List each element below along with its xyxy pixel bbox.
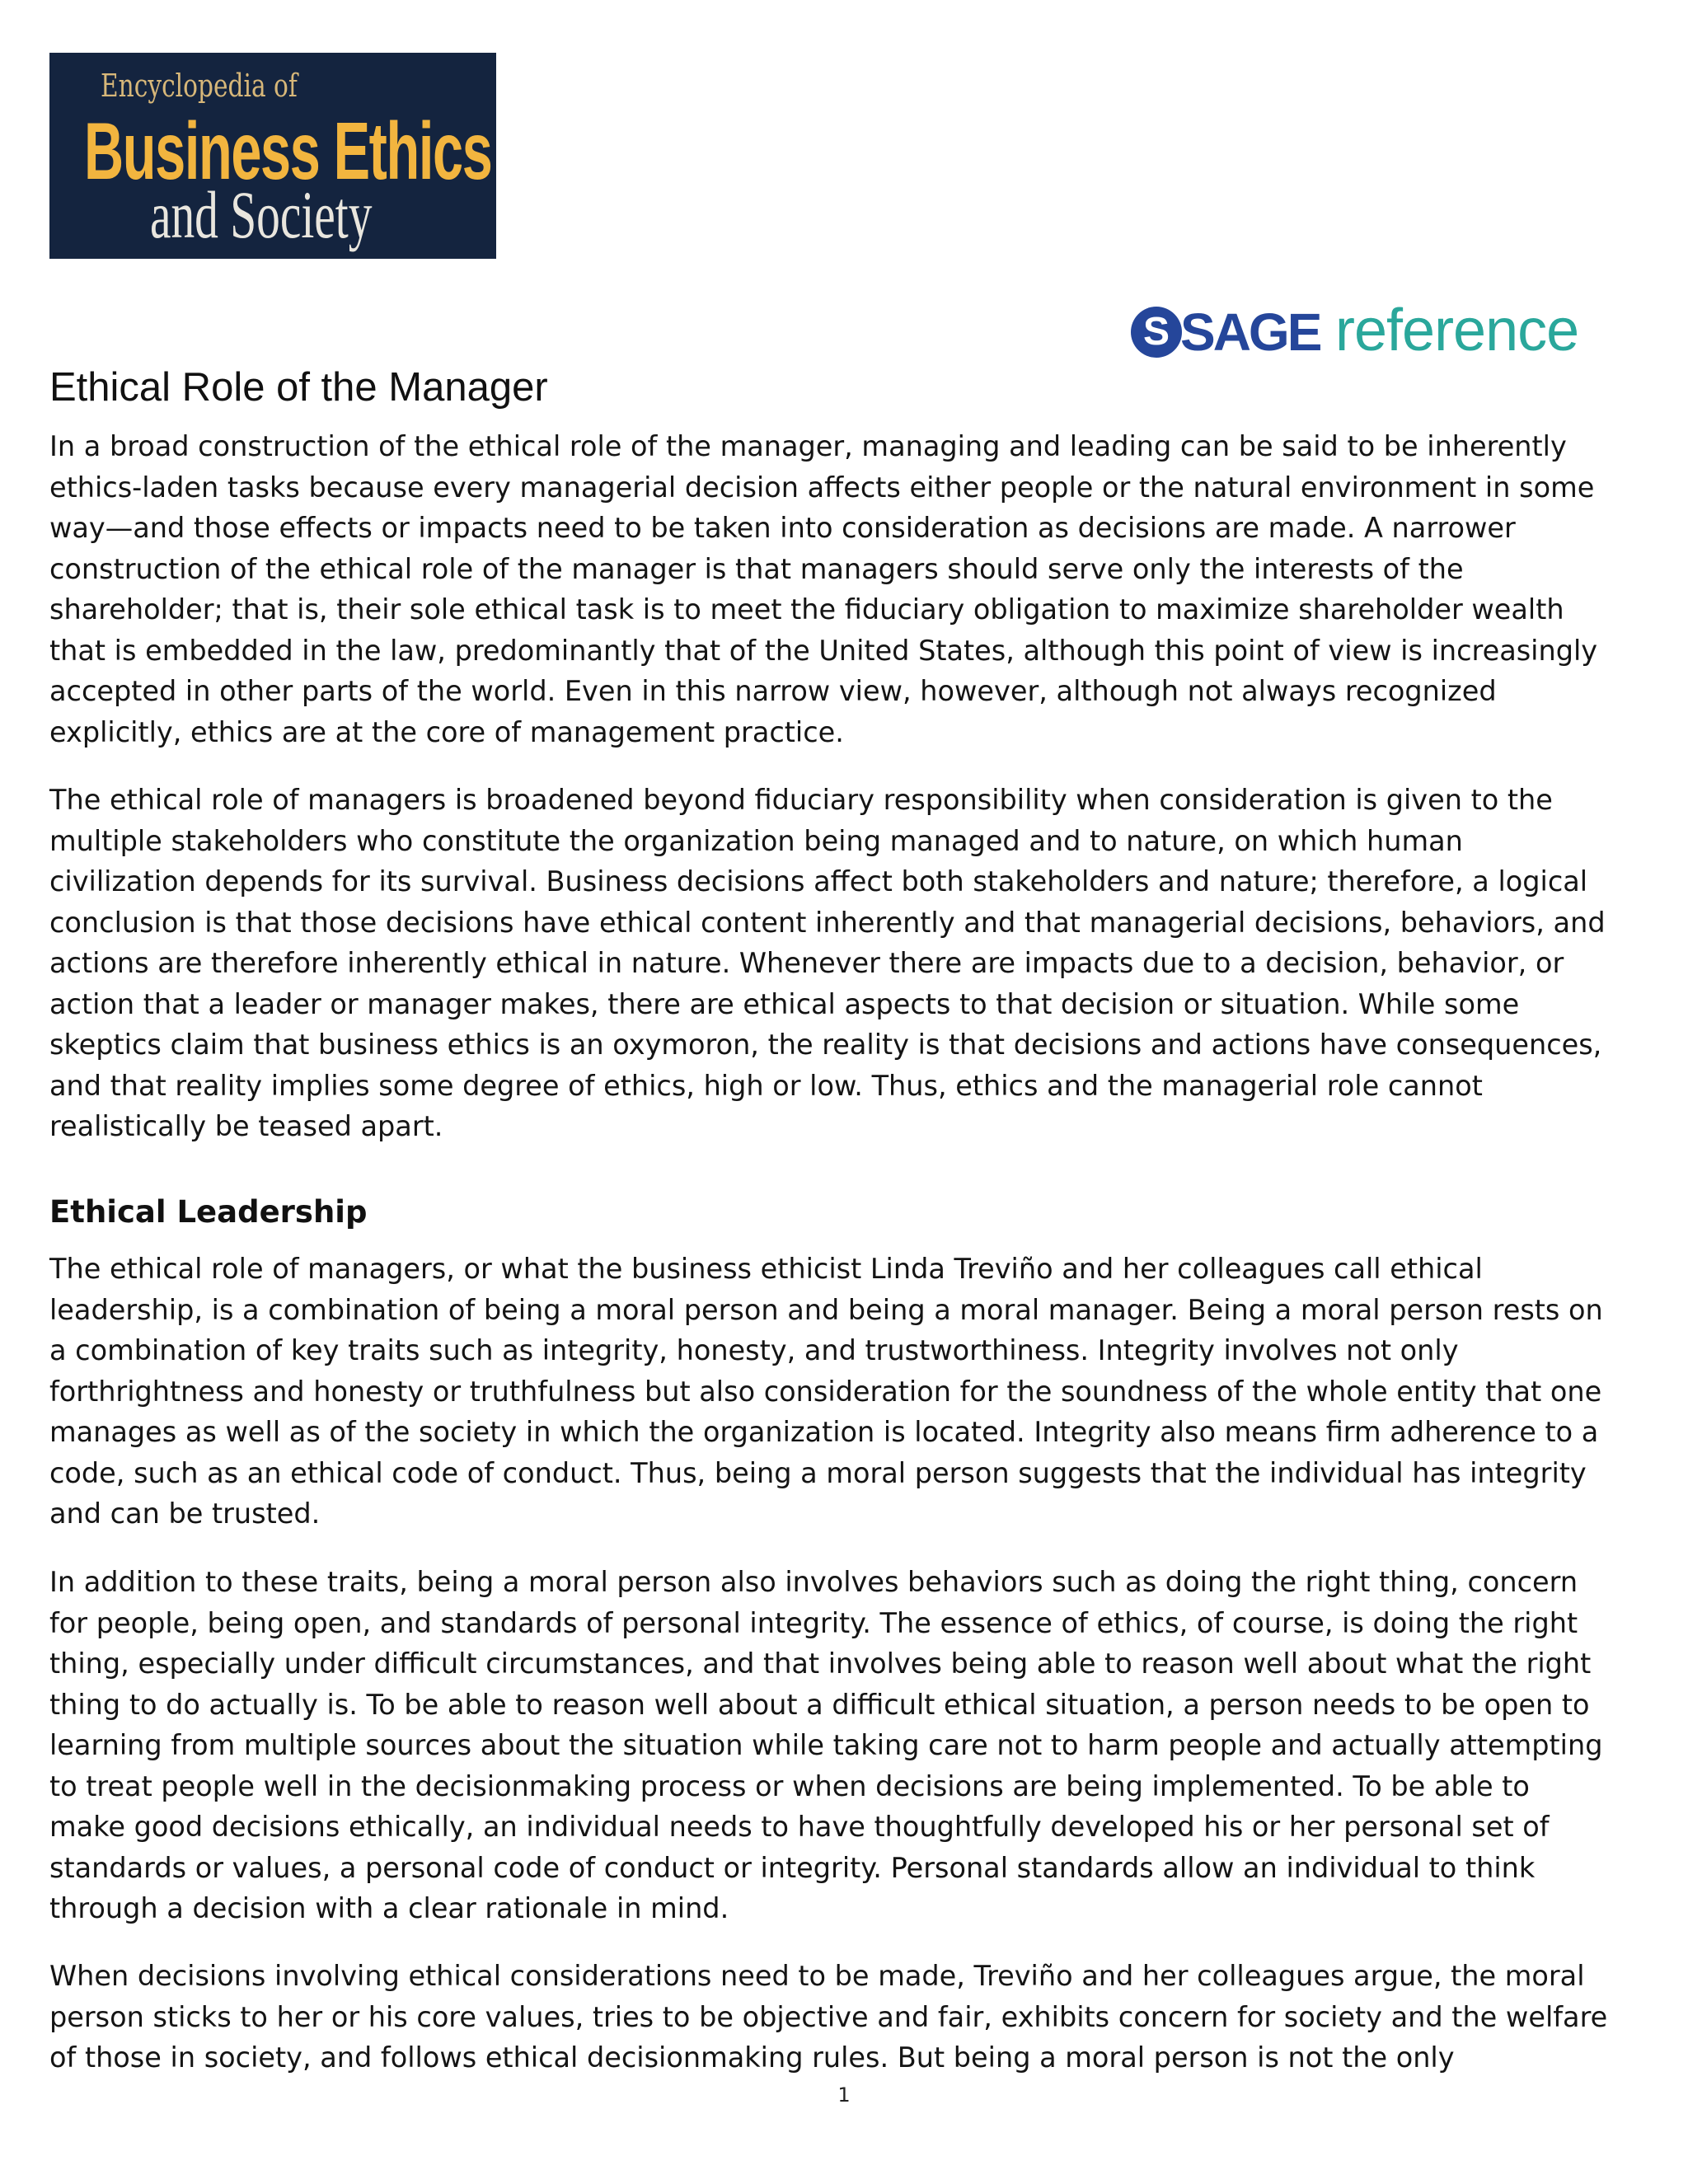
article-title: Ethical Role of the Manager [49,365,548,410]
paragraph-line: The ethical role of managers, or what the business ethicist Linda Treviño and her colleagues call ethical [49,1253,1483,1285]
paragraph-line: code, such as an ethical code of conduct. Thus, being a moral person suggests that the individual has integrity [49,1456,1587,1489]
section-paragraph-1 [49,1249,1648,1535]
sage-s-icon-letter: S [1142,310,1170,354]
paragraph-2 [49,780,1648,1147]
sage-reference-logo [1131,298,1625,368]
paragraph-line: In addition to these traits, being a moral person also involves behaviors such as doing the right thing, concern [49,1566,1578,1598]
paragraph-line: accepted in other parts of the world. Even in this narrow view, however, although not always recognized [49,675,1497,707]
paragraph-line: conclusion is that those decisions have ethical content inherently and that managerial decisions, behaviors, and [49,906,1606,939]
paragraph-line: learning from multiple sources about the situation while taking care not to harm people and actually attempting [49,1729,1603,1761]
cover-logo-line-1: Encyclopedia of [101,68,298,104]
paragraph-line: for people, being open, and standards of personal integrity. The essence of ethics, of course, is doing the right [49,1606,1578,1639]
section-paragraph-2 [49,1562,1648,1929]
paragraph-line: manages as well as of the society in which the organization is located. Integrity also means firm adherence to a [49,1416,1599,1448]
paragraph-line: and can be trusted. [49,1497,321,1530]
paragraph-line: civilization depends for its survival. Business decisions affect both stakeholders and nature; therefore, a logical [49,865,1588,898]
paragraph-line: way—and those effects or impacts need to be taken into consideration as decisions are made. A narrower [49,512,1516,544]
paragraph-line: thing to do actually is. To be able to reason well about a difficult ethical situation, a person needs to be open to [49,1688,1590,1721]
paragraph-line: multiple stakeholders who constitute the organization being managed and to nature, on which human [49,824,1463,857]
section-paragraph-3 [49,1956,1648,2079]
paragraph-line: leadership, is a combination of being a moral person and being a moral manager. Being a moral person rests on [49,1293,1603,1326]
paragraph-line: explicitly, ethics are at the core of management practice. [49,715,844,748]
sage-brand-word: SAGE [1180,302,1320,362]
section-heading: Ethical Leadership [49,1194,368,1230]
paragraph-line: ethics-laden tasks because every managerial decision affects either people or the natural environment in some [49,471,1595,504]
paragraph-line: make good decisions ethically, an individual needs to have thoughtfully developed his or her personal set of [49,1811,1550,1843]
paragraph-line: of those in society, and follows ethical decisionmaking rules. But being a moral person is not the only [49,2041,1455,2074]
cover-logo-line-2: Business Ethics [84,105,492,196]
paragraph-line: forthrightness and honesty or truthfulness but also consideration for the soundness of the whole entity that one [49,1375,1602,1408]
paragraph-line: realistically be teased apart. [49,1110,443,1142]
paragraph-line: In a broad construction of the ethical role of the manager, managing and leading can be said to be inherently [49,430,1567,462]
page-number: 1 [837,2083,851,2107]
paragraph-line: a combination of key traits such as integrity, honesty, and trustworthiness. Integrity involves not only [49,1334,1459,1366]
paragraph-line: The ethical role of managers is broadened beyond fiduciary responsibility when consideration is given to the [49,784,1553,816]
paragraph-line: shareholder; that is, their sole ethical task is to meet the fiduciary obligation to maximize shareholder wealth [49,593,1564,626]
paragraph-line: When decisions involving ethical considerations need to be made, Treviño and her colleagues argue, the moral [49,1960,1585,1992]
paragraph-line: actions are therefore inherently ethical in nature. Whenever there are impacts due to a decision, behavior, or [49,947,1564,979]
paragraph-line: action that a leader or manager makes, there are ethical aspects to that decision or situation. While some [49,987,1520,1020]
paragraph-line: through a decision with a clear rationale in mind. [49,1892,729,1924]
cover-logo-line-3: and Society [150,177,373,252]
paragraph-line: thing, especially under difficult circumstances, and that involves being able to reason well about what the right [49,1647,1592,1680]
encyclopedia-cover-logo [49,53,496,259]
paragraph-line: skeptics claim that business ethics is an oxymoron, the reality is that decisions and actions have consequences, [49,1029,1602,1061]
paragraph-line: construction of the ethical role of the manager is that managers should serve only the interests of the [49,552,1464,585]
paragraph-line: that is embedded in the law, predominantly that of the United States, although this point of view is increasingly [49,634,1598,667]
paragraph-line: and that reality implies some degree of ethics, high or low. Thus, ethics and the managerial role cannot [49,1069,1483,1102]
paragraph-line: person sticks to her or his core values, tries to be objective and fair, exhibits concern for society and the welfare [49,2000,1608,2033]
paragraph-line: standards or values, a personal code of conduct or integrity. Personal standards allow an individual to think [49,1851,1536,1884]
paragraph-1 [49,426,1648,752]
sage-s-icon [1131,307,1182,358]
paragraph-line: to treat people well in the decisionmaking process or when decisions are being implemented. To be able to [49,1769,1530,1802]
reference-word: reference [1335,298,1579,363]
